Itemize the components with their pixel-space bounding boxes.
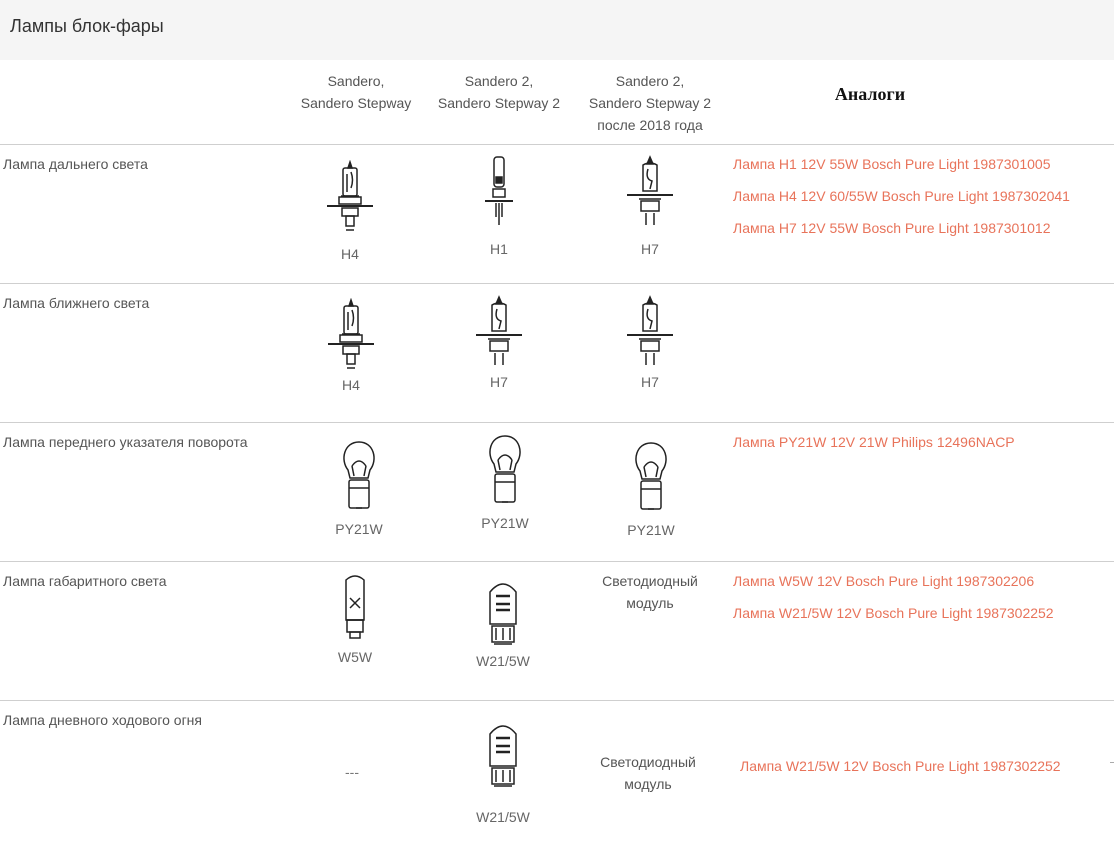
analog-link[interactable]: Лампа H4 12V 60/55W Bosch Pure Light 1987302041 [733,188,1070,204]
analog-link[interactable]: Лампа W21/5W 12V Bosch Pure Light 1987302252 [733,605,1054,621]
lamp-type-label: W5W [337,649,373,665]
lamp-type-label: W21/5W [476,653,530,669]
row-label-parking-light: Лампа габаритного света [3,573,167,589]
column-header-sandero: Sandero, Sandero Stepway [300,73,412,111]
lamp-type-label: PY21W [335,521,383,537]
lamp-type-label: H4 [341,246,359,262]
lamp-cell [463,720,543,825]
row-divider [0,283,1114,284]
column-header-sandero-2-2018: Sandero 2, Sandero Stepway 2 после 2018 года [588,73,712,133]
row-label-turn-signal: Лампа переднего указателя поворота [3,434,248,450]
analog-link[interactable]: Лампа W21/5W 12V Bosch Pure Light 1987302252 [740,758,1061,774]
py21w-bulb-icon [480,434,530,509]
h4-bulb-icon [326,298,376,373]
h1-bulb-icon [474,155,524,230]
row-divider [0,561,1114,562]
lamp-cell [315,574,395,665]
analog-link[interactable]: Лампа W5W 12V Bosch Pure Light 1987302206 [733,573,1035,589]
lamp-cell [319,440,399,537]
section-header [0,0,1114,60]
lamp-cell [610,295,690,390]
page-title: Лампы блок-фары [10,16,164,36]
h7-bulb-icon [474,295,524,370]
h4-bulb-icon [325,160,375,235]
row-divider [0,422,1114,423]
lamp-cell [611,441,691,538]
not-applicable-dash: --- [345,764,359,780]
h7-bulb-icon [625,155,675,230]
lamp-cell [311,298,391,393]
py21w-bulb-icon [626,441,676,516]
column-header-sandero-2: Sandero 2, Sandero Stepway 2 [437,73,561,111]
lamp-type-label: H7 [490,374,508,390]
lamp-cell [310,160,390,262]
lamp-cell [465,434,545,531]
row-divider [0,144,1114,145]
lamp-type-label: PY21W [481,515,529,531]
analog-link[interactable]: Лампа H7 12V 55W Bosch Pure Light 1987301012 [733,220,1051,236]
led-module-text: Светодиодный модуль [602,573,698,611]
row-divider [0,700,1114,701]
analog-link[interactable]: Лампа PY21W 12V 21W Philips 12496NACP [733,434,1015,450]
lamp-type-label: PY21W [627,522,675,538]
w21-5w-bulb-icon [478,578,528,653]
lamp-cell [463,578,543,669]
led-module-text: Светодиодный модуль [600,754,696,792]
lamp-cell [610,155,690,257]
lamp-type-label: H1 [490,241,508,257]
lamp-type-label: H4 [342,377,360,393]
py21w-bulb-icon [334,440,384,515]
lamp-type-label: W21/5W [476,809,530,825]
row-label-daytime-running-light: Лампа дневного ходового огня [3,712,202,728]
row-label-low-beam: Лампа ближнего света [3,295,150,311]
lamp-type-label: H7 [641,374,659,390]
w21-5w-bulb-icon [478,720,528,795]
lamp-cell [459,155,539,257]
row-label-high-beam: Лампа дальнего света [3,156,148,172]
column-header-analogs: Аналоги [834,84,906,104]
lamp-cell [459,295,539,390]
w5w-bulb-icon [330,574,380,649]
lamp-type-label: H7 [641,241,659,257]
scroll-edge-marker [1110,762,1114,763]
h7-bulb-icon [625,295,675,370]
analog-link[interactable]: Лампа H1 12V 55W Bosch Pure Light 1987301005 [733,156,1051,172]
